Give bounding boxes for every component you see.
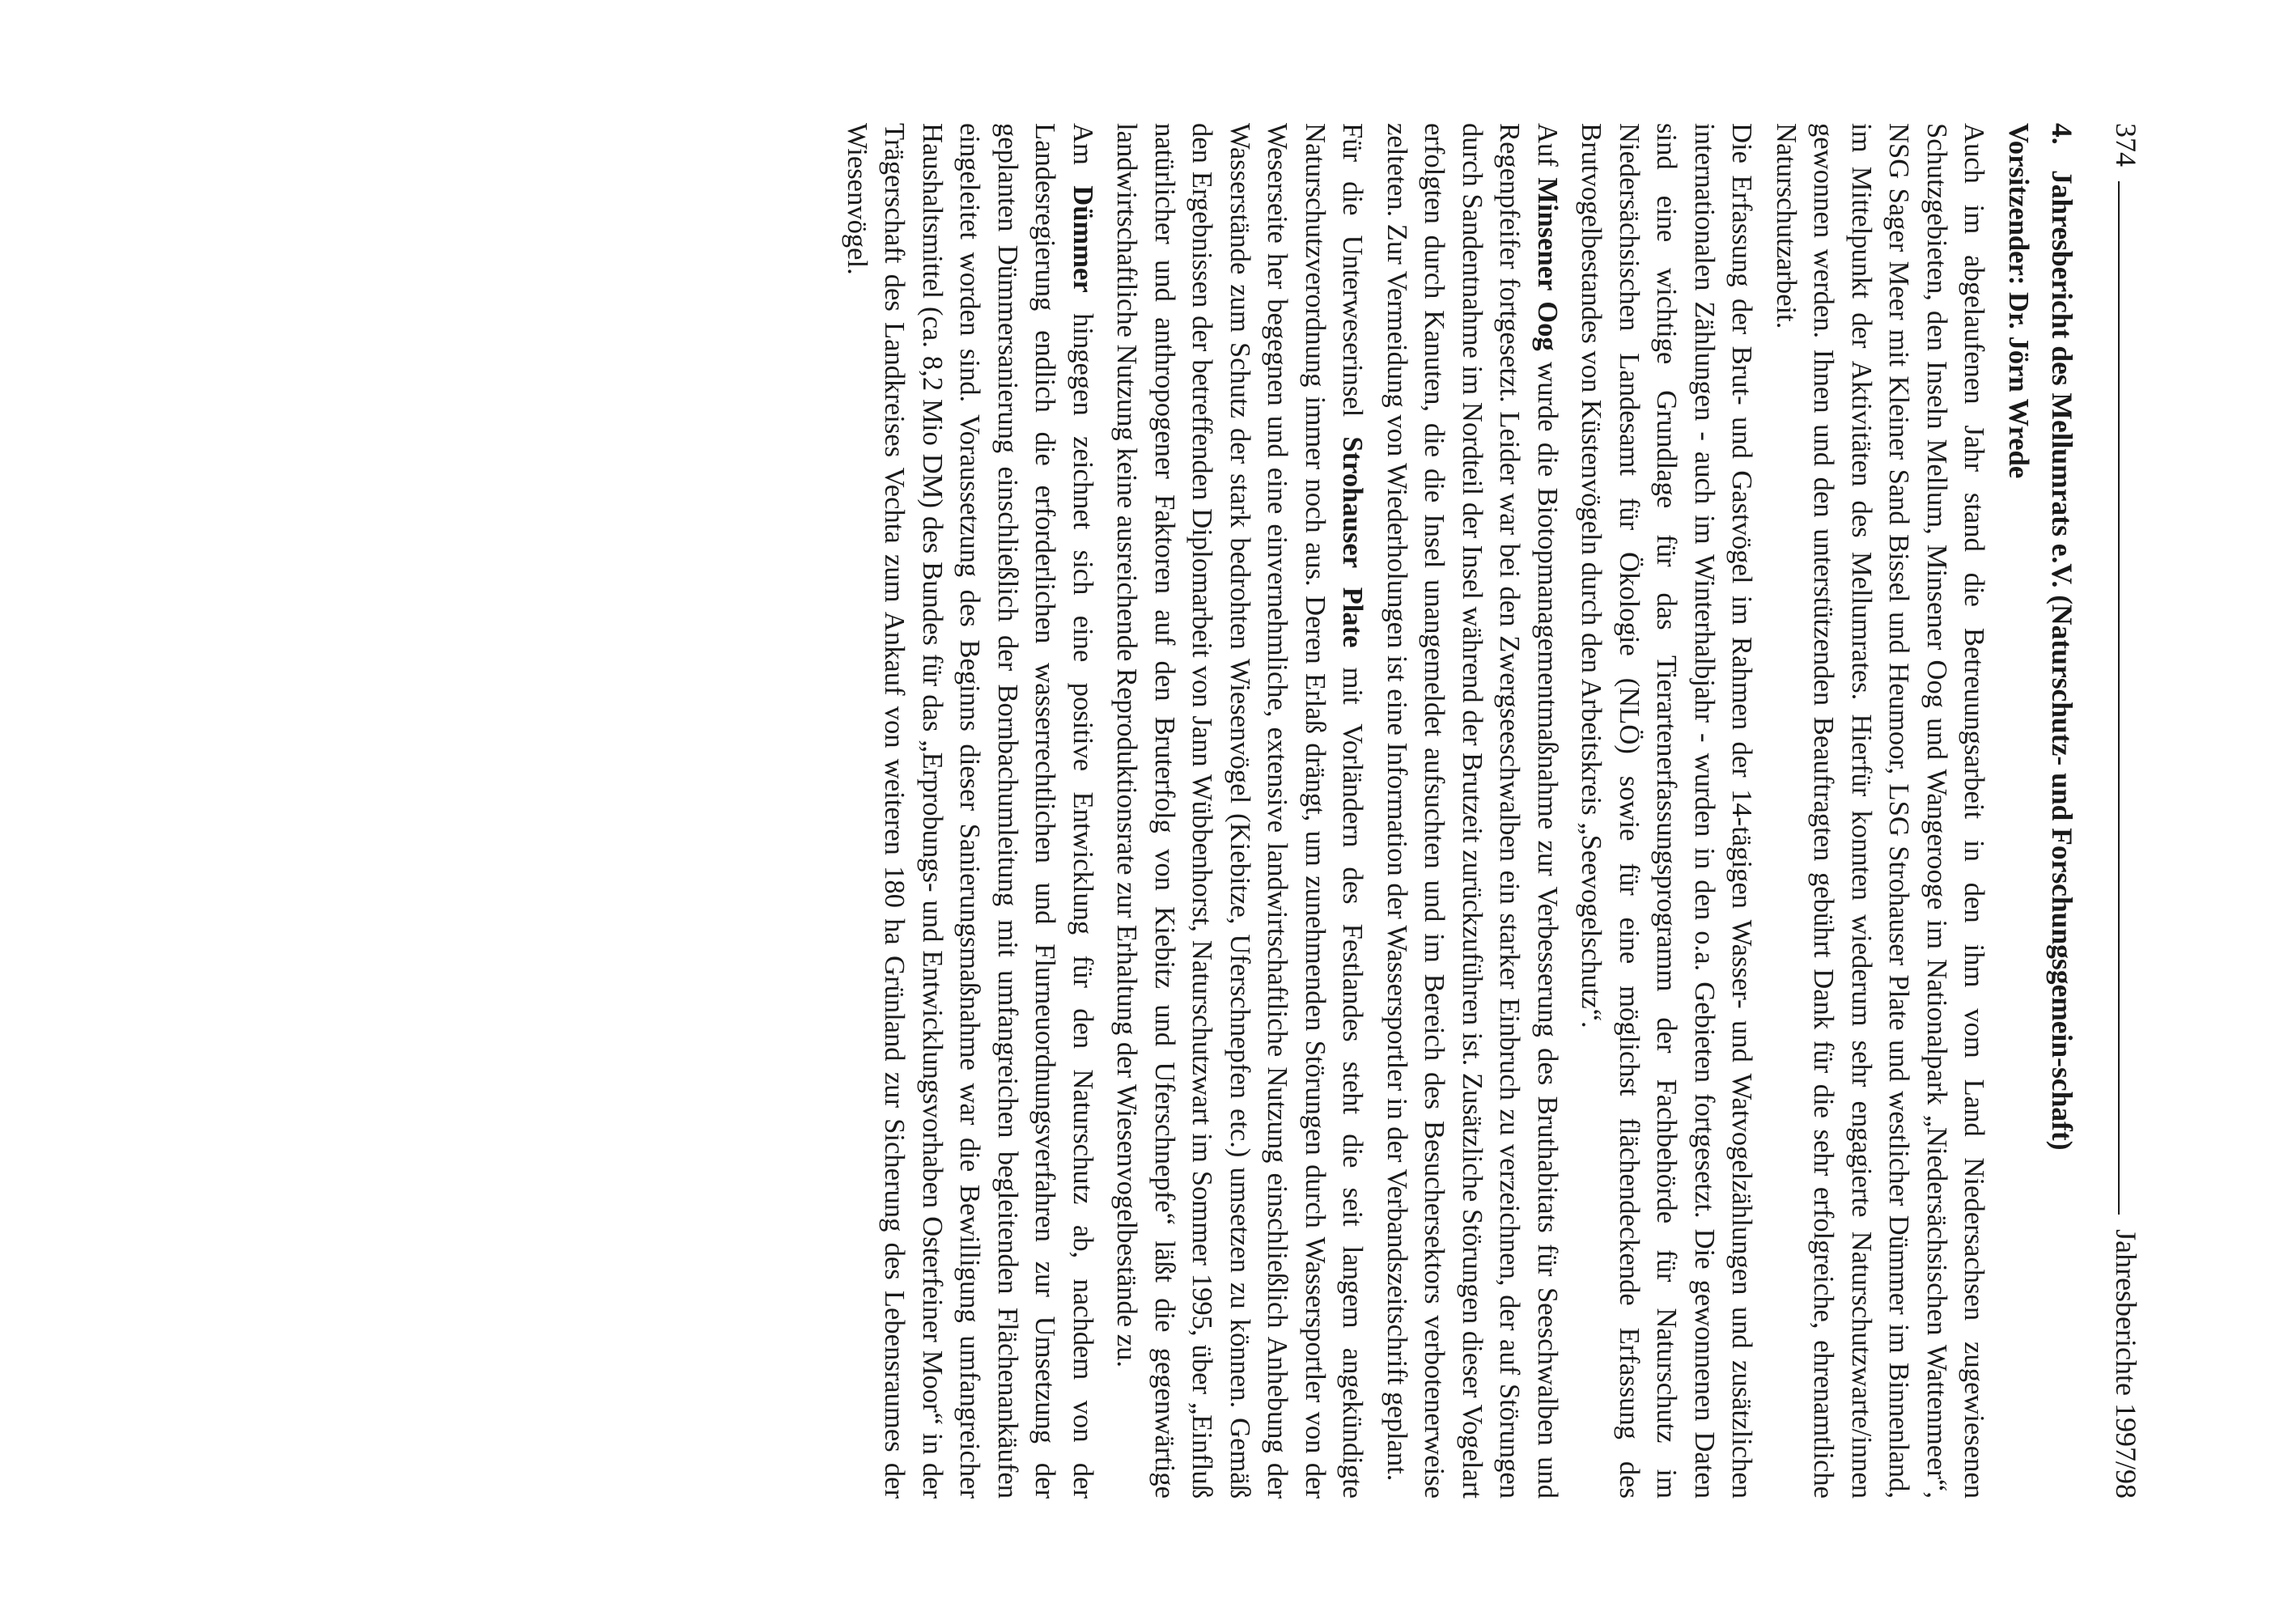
paragraph-3-lead: Auf (1532, 123, 1563, 178)
paragraph-5-body: hingegen zeichnet sich eine positive Entwicklung für den Naturschutz ab, nachdem von der Landesregierung endlich die erforderlichen wasserrechtlichen und Flurneuordnungsverfahren zur Umsetzung der geplanten Dümmersanierung einschließlich der Bornbachumleitung mit umfangreichen begleitenden Flächenankäufen eingeleitet worden sind. Voraussetzung des Beginns dieser Sanierungsmaßnahme war die Bewilligung umfangreicher Haushaltsmittel (ca. 8,2 Mio DM) des Bundes für das „Erprobungs- und Entwicklungsvorhaben Osterfeiner Moor“ in der Trägerschaft des Landkreises Vechta zum Ankauf von weiteren 180 ha Grünland zur Sicherung des Lebensraumes der Wiesenvögel. (842, 123, 1098, 1499)
section-title: Jahresbericht des Mellumrats e.V. (Naturschutz- und Forschungsgemein-schaft) (2046, 170, 2078, 1151)
page-number: 374 (2110, 123, 2142, 167)
paragraph-4 (1108, 123, 1372, 1499)
running-header (2112, 123, 2160, 1499)
paragraph-2: Die Erfassung der Brut- und Gastvögel im Rahmen der 14-tägigen Wasser- und Watvogelzählungen und zusätzlichen internationalen Zählungen - auch im Winterhalbjahr - wurden in den o.a. Gebieten fortgesetzt. Die gewonnenen Daten sind eine wichtige Grundlage für das Tierartenerfassungsprogramm der Fachbehörde für Naturschutz im Niedersächsischen Landesamt für Ökologie (NLÖ) sowie für eine möglichst flächendeckende Erfassung des Brutvogelbestandes von Küstenvögeln durch den Arbeitskreis „Seevogelschutz“. (1576, 123, 1758, 1499)
header-rule (2118, 181, 2120, 1215)
paragraph-3-body: wurde die Biotopmanagementmaßnahme zur Verbesserung des Bruthabitats für Seeschwalben und Regenpfeifer fortgesetzt. Leider war bei den Zwergseeschwalben ein starker Einbruch zu verzeichnen, der auf Störungen durch Sandentnahme im Nordteil der Insel während der Brutzeit zurückzuführen ist. Zusätzliche Störungen dieser Vogelart erfolgten durch Kanuten, die die Insel unangemeldet aufsuchten und im Bereich des Besuchersektors verbotenerweise zelteten. Zur Vermeidung von Wiederholungen ist eine Information der Wassersportler in der Verbandszeitschrift geplant. (1382, 123, 1563, 1499)
paragraph-4-body: mit Vorländern des Festlandes steht die seit langem angekündigte Naturschutzverordnung immer noch aus. Deren Erlaß drängt, um zunehmenden Störungen durch Wassersportler von der Weserseite her begegnen und eine einvernehmliche, extensive landwirtschaftliche Nutzung einschließlich Anhebung der Wasserstände zum Schutz der stark bedrohten Wiesenvögel (Kiebitze, Uferschnepfen etc.) umsetzen zu können. Gemäß den Ergebnissen der betreffenden Diplomarbeit von Jann Wübbenhorst, Naturschutzwart im Sommer 1995, über „Einfluß natürlicher und anthropogener Faktoren auf den Bruterfolg von Kiebitz und Uferschnepfe“ läßt die gegenwärtige landwirtschaftliche Nutzung keine ausreichende Reproduktionsrate zur Erhaltung der Wiesenvogelbestände zu. (1111, 123, 1369, 1499)
place-minsener-oog: Minsener Oog (1532, 177, 1563, 351)
paragraph-3 (1378, 123, 1567, 1499)
paragraph-4-lead: Für die Unterweserinsel (1337, 123, 1369, 437)
place-strohauser-plate: Strohauser Plate (1337, 436, 1369, 648)
main-content (832, 123, 2081, 1499)
paragraph-5-lead: Am (1067, 123, 1098, 186)
chair-line: Vorsitzender: Dr. Jörn Wrede (2003, 123, 2034, 479)
place-duemmer: Dümmer (1067, 185, 1098, 293)
section-heading (2044, 123, 2080, 1499)
paragraph-5 (838, 123, 1102, 1499)
section-number: 4. (2046, 123, 2078, 145)
paragraph-1: Auch im abgelaufenen Jahr stand die Betreuungsarbeit in den ihm vom Land Niedersachsen zugewiesenen Schutzgebieten, den Inseln Mellum, Minsener Oog und Wangerooge im Nationalpark „Niedersächsischen Wattenmeer“, NSG Sager Meer mit Kleiner Sand Bissel und Heumoor, LSG Strohauser Plate und westlicher Dümmer im Binnenland, im Mittelpunkt der Aktivitäten des Mellumrates. Hierfür konnten wiederum sehr engagierte Naturschutzwarte/innen gewonnen werden. Ihnen und den unterstützenden Beauftragten gebührt Dank für die sehr erfolgreiche, ehrenamtliche Naturschutzarbeit. (1771, 123, 1990, 1499)
running-title: Jahresberichte 1997/98 (2110, 1229, 2142, 1499)
